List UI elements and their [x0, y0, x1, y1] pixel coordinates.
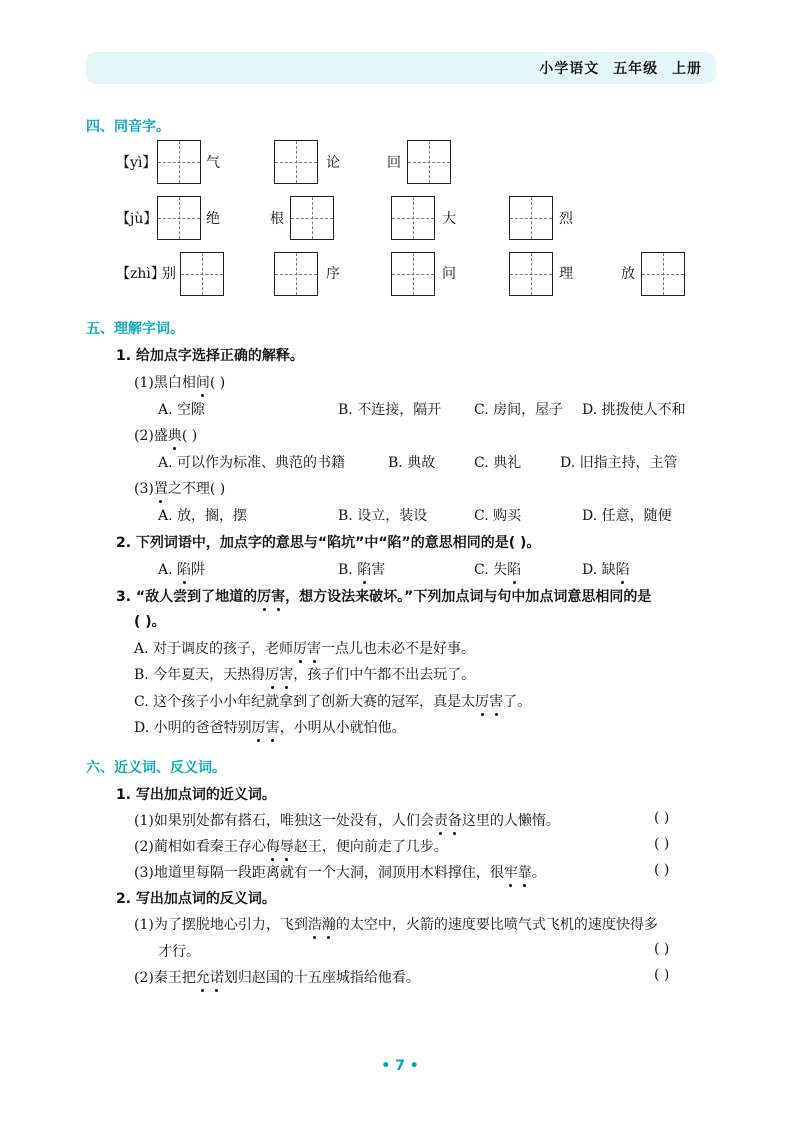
char-ju-2: 根 — [270, 211, 284, 227]
char-yi-1: 气 — [206, 155, 220, 171]
option-a[interactable]: A. 放，搁，摆 — [158, 508, 248, 524]
char-ju-3: 大 — [442, 211, 456, 227]
char-ju-1: 绝 — [206, 211, 220, 227]
char-zhi-4: 理 — [559, 266, 573, 282]
option-d[interactable]: D. 缺陷 — [582, 559, 630, 579]
char-zhi-5: 放 — [621, 266, 635, 282]
q6-1c: (3)地道里每隔一段距离就有一个大洞，洞顶用木料撑住，很牢靠。 — [134, 862, 546, 882]
char-box[interactable] — [407, 140, 451, 184]
page-number: • 7 • — [381, 1058, 419, 1074]
answer-blank[interactable]: ( ) — [654, 941, 670, 957]
option-c[interactable]: C. 这个孩子小小年纪就拿到了创新大赛的冠军，真是太厉害了。 — [134, 691, 531, 711]
option-d[interactable]: D. 旧指主持，主管 — [560, 455, 678, 471]
q6-1-stem: 1. 写出加点词的近义词。 — [116, 787, 276, 803]
char-zhi-3: 问 — [442, 266, 456, 282]
option-a[interactable]: A. 对于调皮的孩子，老师厉害一点儿也未必不是好事。 — [134, 638, 475, 658]
char-box[interactable] — [641, 252, 685, 296]
option-b[interactable]: B. 典故 — [388, 455, 436, 471]
char-box[interactable] — [509, 196, 553, 240]
char-box[interactable] — [274, 252, 318, 296]
option-a[interactable]: A. 可以作为标准、典范的书籍 — [158, 455, 346, 471]
char-box[interactable] — [391, 196, 435, 240]
char-yi-2: 论 — [326, 155, 340, 171]
q5-3-stem: 3. “敌人尝到了地道的厉害，想方设法来破坏。”下列加点词与句中加点词意思相同的是 — [116, 586, 651, 606]
q5-1c: (3)置之不理( ) — [134, 478, 225, 498]
q6-2-stem: 2. 写出加点词的反义词。 — [116, 891, 276, 907]
option-b[interactable]: B. 陷害 — [338, 559, 385, 579]
option-c[interactable]: C. 典礼 — [474, 455, 522, 471]
answer-blank[interactable]: ( ) — [654, 810, 670, 826]
q6-2a-line2: 才行。 — [158, 944, 200, 960]
q5-2-stem: 2. 下列词语中，加点字的意思与“陷坑”中“陷”的意思相同的是( )。 — [116, 535, 541, 551]
char-box[interactable] — [157, 140, 201, 184]
option-a[interactable]: A. 陷阱 — [158, 559, 205, 579]
char-box[interactable] — [274, 140, 318, 184]
q5-3-answer[interactable]: ( )。 — [134, 614, 166, 630]
q6-2b: (2)秦王把允诺划归赵国的十五座城指给他看。 — [134, 967, 420, 987]
answer-blank[interactable]: ( ) — [654, 836, 670, 852]
option-c[interactable]: C. 失陷 — [474, 559, 521, 579]
option-b[interactable]: B. 设立，装设 — [338, 508, 428, 524]
pinyin-zhi: 【zhì】 — [116, 266, 165, 282]
header-banner — [86, 52, 716, 84]
char-zhi-1: 别 — [162, 266, 176, 282]
char-zhi-2: 序 — [326, 266, 340, 282]
option-d[interactable]: D. 小明的爸爸特别厉害，小明从小就怕他。 — [134, 717, 406, 737]
char-box[interactable] — [391, 252, 435, 296]
section-6-title: 六、近义词、反义词。 — [86, 760, 226, 776]
option-d[interactable]: D. 任意，随便 — [582, 508, 672, 524]
pinyin-ju: 【jù】 — [116, 211, 158, 227]
q6-1a: (1)如果别处都有搭石，唯独这一处没有，人们会责备这里的人懒惰。 — [134, 810, 560, 830]
option-d[interactable]: D. 挑拨使人不和 — [582, 402, 686, 418]
answer-blank[interactable]: ( ) — [654, 862, 670, 878]
char-box[interactable] — [290, 196, 334, 240]
q6-1b: (2)蔺相如看秦王存心侮辱赵王，便向前走了几步。 — [134, 836, 448, 856]
char-ju-4: 烈 — [559, 211, 573, 227]
header-text: 小学语文 五年级 上册 — [539, 61, 702, 77]
option-c[interactable]: C. 房间，屋子 — [474, 402, 564, 418]
option-a[interactable]: A. 空隙 — [158, 402, 206, 418]
q5-1-stem: 1. 给加点字选择正确的解释。 — [116, 348, 304, 364]
char-box[interactable] — [180, 252, 224, 296]
answer-blank[interactable]: ( ) — [654, 967, 670, 983]
section-5-title: 五、理解字词。 — [86, 321, 184, 337]
char-yi-3: 回 — [387, 155, 401, 171]
option-b[interactable]: B. 今年夏天，天热得厉害，孩子们中午都不出去玩了。 — [134, 664, 475, 684]
q5-1b: (2)盛典( ) — [134, 425, 197, 445]
q6-2a: (1)为了摆脱地心引力，飞到浩瀚的太空中，火箭的速度要比喷气式飞机的速度快得多 — [134, 914, 658, 934]
q5-1a: (1)黑白相间( ) — [134, 372, 225, 392]
option-c[interactable]: C. 购买 — [474, 508, 522, 524]
section-4-title: 四、同音字。 — [86, 119, 170, 135]
option-b[interactable]: B. 不连接，隔开 — [338, 402, 442, 418]
char-box[interactable] — [509, 252, 553, 296]
char-box[interactable] — [157, 196, 201, 240]
pinyin-yi: 【yì】 — [116, 155, 157, 171]
